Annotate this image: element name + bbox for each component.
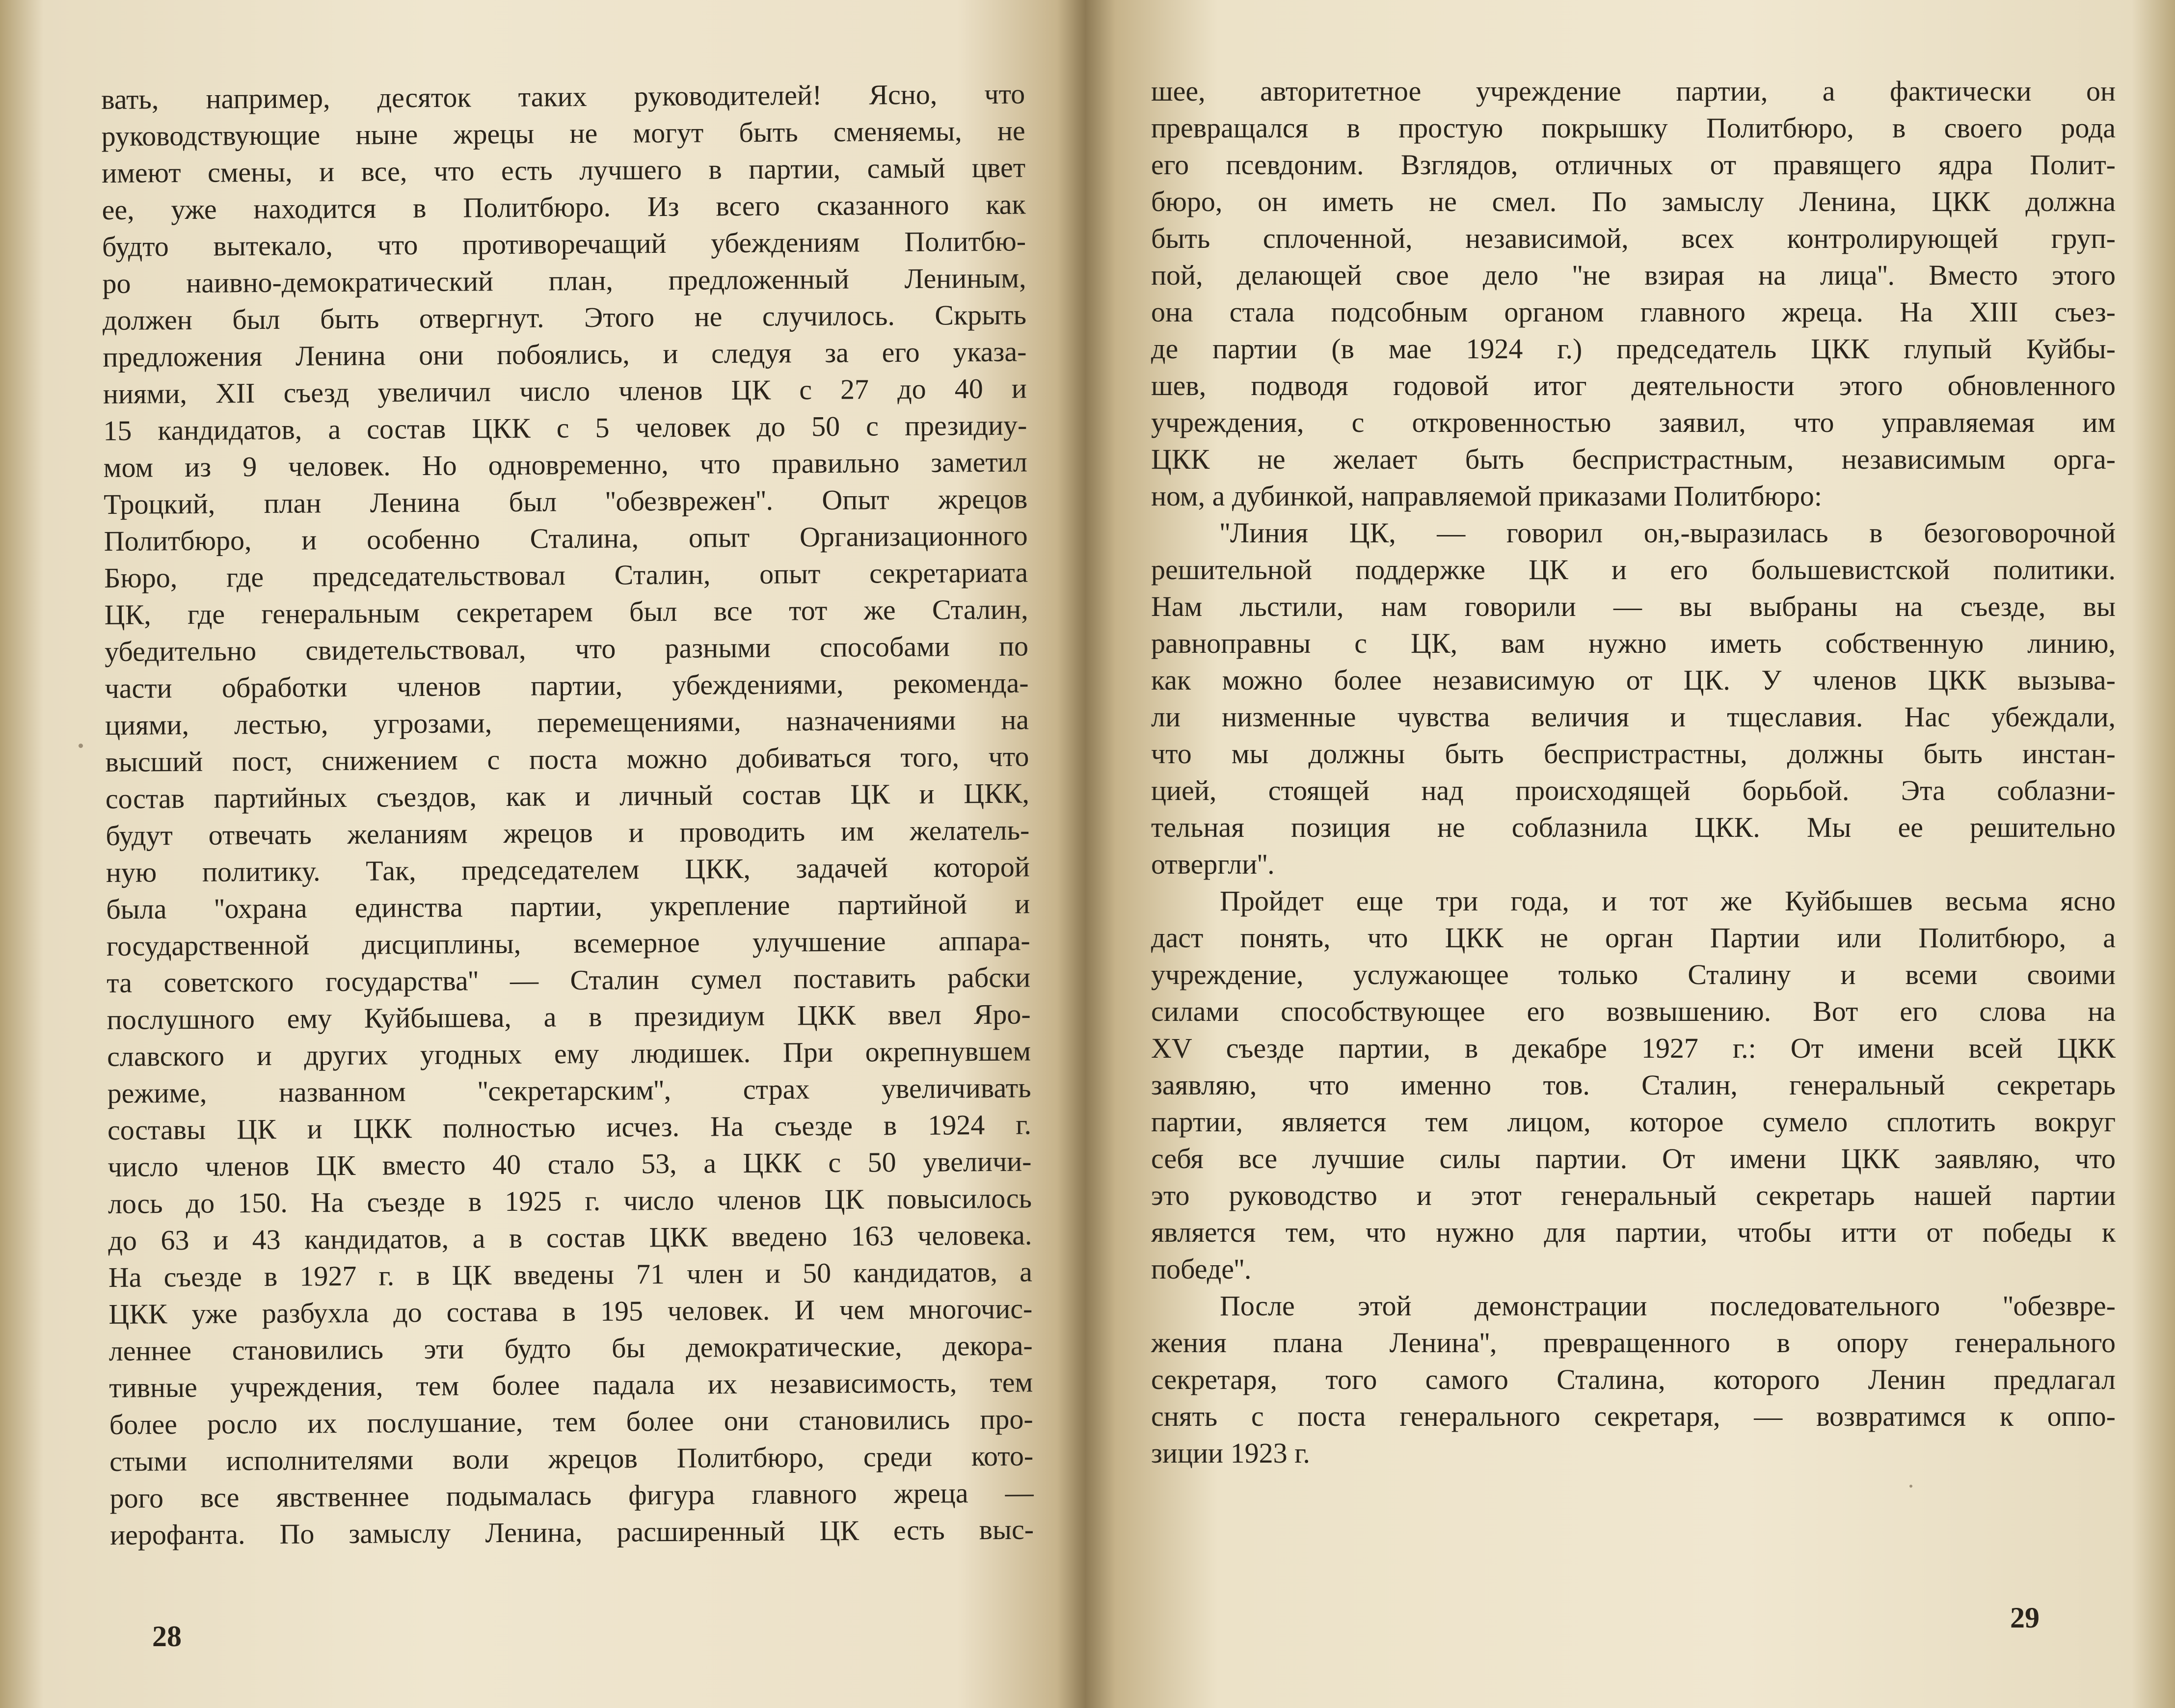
text-line: государственной дисциплины, всемерное улучшение аппара- bbox=[106, 924, 1030, 962]
paper-speck bbox=[79, 744, 83, 748]
text-line: она стала подсобным органом главного жреца. На XIII съез- bbox=[1151, 296, 2116, 328]
text-line: будут отвечать желаниям жрецов и проводить им желатель- bbox=[106, 814, 1030, 852]
text-line: ниями, XII съезд увеличил число членов ЦК с 27 до 40 и bbox=[103, 372, 1027, 410]
paper-speck bbox=[1909, 1485, 1912, 1488]
text-line: пой, делающей свое дело ''не взирая на лица''. Вместо этого bbox=[1151, 259, 2116, 291]
text-line: Политбюро, и особенно Сталина, опыт Организационного bbox=[104, 519, 1028, 557]
text-line: Бюро, где председательствовал Сталин, опыт секретариата bbox=[104, 556, 1028, 594]
text-line: снять с поста генерального секретаря, — возвратимся к оппо- bbox=[1151, 1400, 2116, 1432]
text-line: состав партийных съездов, как и личный состав ЦК и ЦКК, bbox=[105, 777, 1030, 815]
right-page-text bbox=[1151, 73, 2116, 1471]
text-line: На съезде в 1927 г. в ЦК введены 71 член и 50 кандидатов, а bbox=[108, 1255, 1033, 1293]
text-line: мом из 9 человек. Но одновременно, что правильно заметил bbox=[103, 446, 1027, 483]
text-line: учреждения, с откровенностью заявил, что управляемая им bbox=[1151, 406, 2116, 438]
text-line: ро наивно-демократический план, предложенный Лениным, bbox=[102, 262, 1026, 299]
text-line: до 63 и 43 кандидатов, а в состав ЦКК введено 163 человека. bbox=[108, 1219, 1032, 1256]
text-line: рого все явственнее подымалась фигура главного жреца — bbox=[109, 1476, 1034, 1514]
text-line: ли низменные чувства величия и тщеславия. Нас убеждали, bbox=[1151, 701, 2116, 733]
text-line: славского и других угодных ему людишек. При окрепнувшем bbox=[107, 1035, 1031, 1072]
text-line: превращался в простую покрышку Политбюро, в своего рода bbox=[1151, 112, 2116, 144]
text-line: части обработки членов партии, убеждениями, рекоменда- bbox=[105, 667, 1029, 704]
text-line: была ''охрана единства партии, укрепление партийной и bbox=[106, 887, 1030, 925]
text-line: ЦК, где генеральным секретарем был все тот же Сталин, bbox=[104, 593, 1028, 631]
text-line: решительной поддержке ЦК и его большевистской политики. bbox=[1151, 554, 2116, 586]
text-line: Пройдет еще три года, и тот же Куйбышев весьма ясно bbox=[1220, 885, 2116, 917]
text-line: имеют смены, и все, что есть лучшего в партии, самый цвет bbox=[101, 151, 1026, 189]
text-line: секретаря, того самого Сталина, которого Ленин предлагал bbox=[1151, 1363, 2116, 1395]
text-line: XV съезде партии, в декабре 1927 г.: От имени всей ЦКК bbox=[1151, 1032, 2116, 1064]
text-line: тельная позиция не соблазнила ЦКК. Мы ее решительно bbox=[1151, 811, 2116, 843]
text-line: даст понять, что ЦКК не орган Партии или Политбюро, а bbox=[1151, 922, 2116, 954]
text-line: 15 кандидатов, а состав ЦКК с 5 человек до 50 с президиу- bbox=[103, 409, 1027, 447]
text-line: ном, а дубинкой, направляемой приказами Политбюро: bbox=[1151, 480, 1822, 512]
text-line: победе''. bbox=[1151, 1253, 1252, 1285]
text-line: предложения Ленина они побоялись, и следуя за его указа- bbox=[103, 335, 1027, 373]
text-line: партии, является тем лицом, которое сумело сплотить вокруг bbox=[1151, 1106, 2116, 1138]
text-line: убедительно свидетельствовал, что разными способами по bbox=[104, 630, 1029, 667]
text-line: ''Линия ЦК, — говорил он,-выразилась в безоговорочной bbox=[1220, 517, 2116, 549]
text-line: Троцкий, план Ленина был ''обезврежен''. Опыт жрецов bbox=[104, 482, 1028, 520]
text-line: иерофанта. По замыслу Ленина, расширенный ЦК есть выс- bbox=[109, 1513, 1034, 1551]
text-line: себя все лучшие силы партии. От имени ЦКК заявляю, что bbox=[1151, 1143, 2116, 1174]
page-number: 28 bbox=[152, 1620, 182, 1653]
text-line: циями, лестью, угрозами, перемещениями, назначениями на bbox=[105, 703, 1029, 741]
text-line: стыми исполнителями воли жрецов Политбюро, среди кото- bbox=[109, 1440, 1034, 1477]
text-line: режиме, названном ''секретарским'', страх увеличивать bbox=[107, 1071, 1031, 1109]
text-line: является тем, что нужно для партии, чтобы итти от победы к bbox=[1151, 1216, 2116, 1248]
text-line: цией, стоящей над происходящей борьбой. Эта соблазни- bbox=[1151, 774, 2116, 806]
text-line: это руководство и этот генеральный секретарь нашей партии bbox=[1151, 1179, 2116, 1211]
left-page-text bbox=[101, 76, 1034, 1553]
page-number: 29 bbox=[2010, 1601, 2040, 1634]
text-line: его псевдоним. Взглядов, отличных от правящего ядра Полит- bbox=[1151, 149, 2116, 181]
text-line: отвергли''. bbox=[1151, 848, 1275, 880]
text-line: жения плана Ленина'', превращенного в опору генерального bbox=[1151, 1327, 2116, 1359]
right-page bbox=[1080, 0, 2175, 1708]
text-line: леннее становились эти будто бы демократические, декора- bbox=[108, 1329, 1033, 1367]
text-line: Нам льстили, нам говорили — вы выбраны на съезде, вы bbox=[1151, 590, 2116, 622]
text-line: После этой демонстрации последовательного ''обезвре- bbox=[1220, 1290, 2116, 1322]
text-line: ее, уже находится в Политбюро. Из всего сказанного как bbox=[102, 188, 1026, 226]
text-line: послушного ему Куйбышева, а в президиум ЦКК ввел Яро- bbox=[107, 998, 1031, 1036]
text-line: составы ЦК и ЦКК полностью исчез. На съезде в 1924 г. bbox=[107, 1108, 1032, 1146]
text-line: шев, подводя годовой итог деятельности этого обновленного bbox=[1151, 370, 2116, 401]
text-line: де партии (в мае 1924 г.) председатель ЦКК глупый Куйбы- bbox=[1151, 333, 2116, 365]
text-line: учреждение, услужающее только Сталину и всеми своими bbox=[1151, 959, 2116, 990]
text-line: шее, авторитетное учреждение партии, а фактически он bbox=[1151, 75, 2116, 107]
text-line: равноправны с ЦК, вам нужно иметь собственную линию, bbox=[1151, 627, 2116, 659]
text-line: та советского государства'' — Сталин сумел поставить рабски bbox=[107, 961, 1031, 999]
text-line: лось до 150. На съезде в 1925 г. число членов ЦК повысилось bbox=[107, 1182, 1032, 1220]
text-line: должен был быть отвергнут. Этого не случилось. Скрыть bbox=[102, 298, 1027, 336]
text-line: более росло их послушание, тем более они становились про- bbox=[109, 1403, 1033, 1441]
text-line: ную политику. Так, председателем ЦКК, задачей которой bbox=[106, 851, 1030, 888]
text-line: что мы должны быть беспристрастны, должны быть инстан- bbox=[1151, 738, 2116, 770]
text-line: будто вытекало, что противоречащий убеждениям Политбю- bbox=[102, 225, 1026, 263]
left-page bbox=[0, 0, 1070, 1708]
text-line: руководствующие ныне жрецы не могут быть сменяемы, не bbox=[101, 114, 1025, 152]
text-line: зиции 1923 г. bbox=[1151, 1437, 1310, 1469]
text-line: силами способствующее его возвышению. Вот его слова на bbox=[1151, 995, 2116, 1027]
text-line: как можно более независимую от ЦК. У членов ЦКК вызыва- bbox=[1151, 664, 2116, 696]
text-line: число членов ЦК вместо 40 стало 53, а ЦКК с 50 увеличи- bbox=[107, 1145, 1032, 1183]
text-line: заявляю, что именно тов. Сталин, генеральный секретарь bbox=[1151, 1069, 2116, 1101]
text-line: бюро, он иметь не смел. По замыслу Ленина, ЦКК должна bbox=[1151, 186, 2116, 217]
text-line: быть сплоченной, независимой, всех контролирующей груп- bbox=[1151, 222, 2116, 254]
text-line: высший пост, снижением с поста можно добиваться того, что bbox=[105, 740, 1029, 778]
text-line: ЦКК уже разбухла до состава в 195 человек. И чем многочис- bbox=[108, 1292, 1033, 1330]
text-line: вать, например, десяток таких руководителей! Ясно, что bbox=[101, 78, 1025, 115]
text-line: тивные учреждения, тем более падала их независимость, тем bbox=[109, 1366, 1033, 1404]
text-line: ЦКК не желает быть беспристрастным, независимым орга- bbox=[1151, 443, 2116, 475]
